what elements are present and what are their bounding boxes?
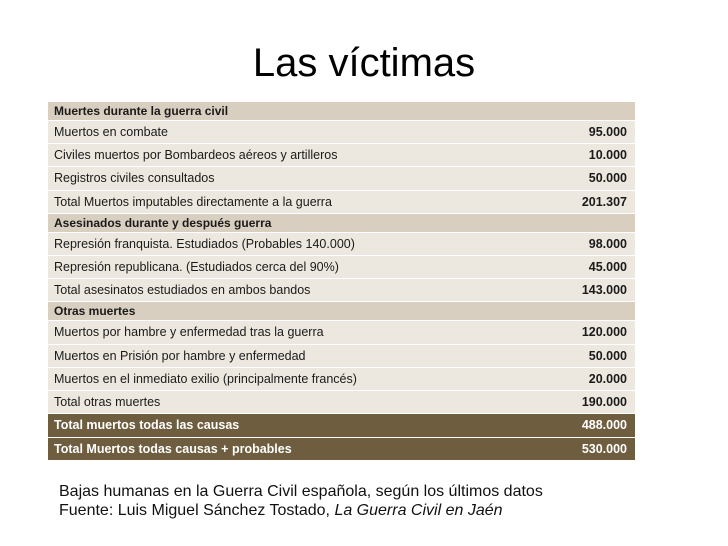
row-label: Total asesinatos estudiados en ambos bandos bbox=[54, 283, 311, 298]
row-label: Represión republicana. (Estudiados cerca del 90%) bbox=[54, 260, 339, 275]
row-value: 45.000 bbox=[588, 260, 627, 275]
caption-book-title: La Guerra Civil en Jaén bbox=[334, 502, 503, 519]
table-row bbox=[48, 367, 635, 390]
row-label: Muertos en combate bbox=[54, 125, 168, 140]
row-value: 20.000 bbox=[588, 371, 627, 386]
caption-source: Fuente: Luis Miguel Sánchez Tostado, bbox=[59, 502, 335, 519]
table-row bbox=[48, 143, 635, 166]
section-header bbox=[48, 101, 635, 120]
table-row bbox=[48, 278, 635, 301]
row-value: 98.000 bbox=[588, 236, 627, 251]
row-value: 120.000 bbox=[581, 325, 627, 340]
row-label: Represión franquista. Estudiados (Probables 140.000) bbox=[54, 236, 355, 251]
table-row bbox=[48, 344, 635, 367]
caption-line-1: Bajas humanas en la Guerra Civil española, según los últimos datos bbox=[59, 483, 543, 500]
row-label: Total otras muertes bbox=[54, 394, 161, 409]
total-label: Total Muertos todas causas + probables bbox=[54, 441, 292, 456]
table-row bbox=[48, 166, 635, 189]
section-header-label: Muertes durante la guerra civil bbox=[54, 104, 229, 118]
slide-title: Las víctimas bbox=[252, 41, 476, 85]
table-row bbox=[48, 190, 635, 213]
total-row bbox=[48, 413, 635, 437]
table-row bbox=[48, 320, 635, 343]
row-label: Civiles muertos por Bombardeos aéreos y artilleros bbox=[54, 148, 338, 163]
total-label: Total muertos todas las causas bbox=[54, 418, 240, 433]
table-row bbox=[48, 255, 635, 278]
table-row bbox=[48, 120, 635, 143]
table-row bbox=[48, 232, 635, 255]
row-label: Total Muertos imputables directamente a la guerra bbox=[54, 194, 332, 209]
total-row bbox=[48, 437, 635, 461]
row-label: Muertos en Prisión por hambre y enfermedad bbox=[54, 348, 306, 363]
row-value: 50.000 bbox=[588, 348, 627, 363]
caption bbox=[59, 482, 543, 520]
row-value: 190.000 bbox=[581, 394, 627, 409]
total-value: 530.000 bbox=[581, 441, 627, 456]
section-header-label: Asesinados durante y después guerra bbox=[54, 215, 272, 230]
victims-table bbox=[48, 101, 635, 460]
row-value: 201.307 bbox=[581, 194, 627, 209]
row-value: 143.000 bbox=[581, 283, 627, 298]
section-header bbox=[48, 213, 635, 232]
total-value: 488.000 bbox=[581, 418, 627, 433]
table-row bbox=[48, 390, 635, 413]
row-label: Registros civiles consultados bbox=[54, 171, 215, 186]
row-label: Muertos en el inmediato exilio (principalmente francés) bbox=[54, 371, 357, 386]
section-header-label: Otras muertes bbox=[54, 304, 136, 319]
caption-line-2 bbox=[59, 501, 543, 520]
row-label: Muertos por hambre y enfermedad tras la guerra bbox=[54, 325, 324, 340]
row-value: 95.000 bbox=[588, 125, 627, 140]
section-header bbox=[48, 301, 635, 320]
row-value: 10.000 bbox=[588, 148, 627, 163]
row-value: 50.000 bbox=[588, 171, 627, 186]
